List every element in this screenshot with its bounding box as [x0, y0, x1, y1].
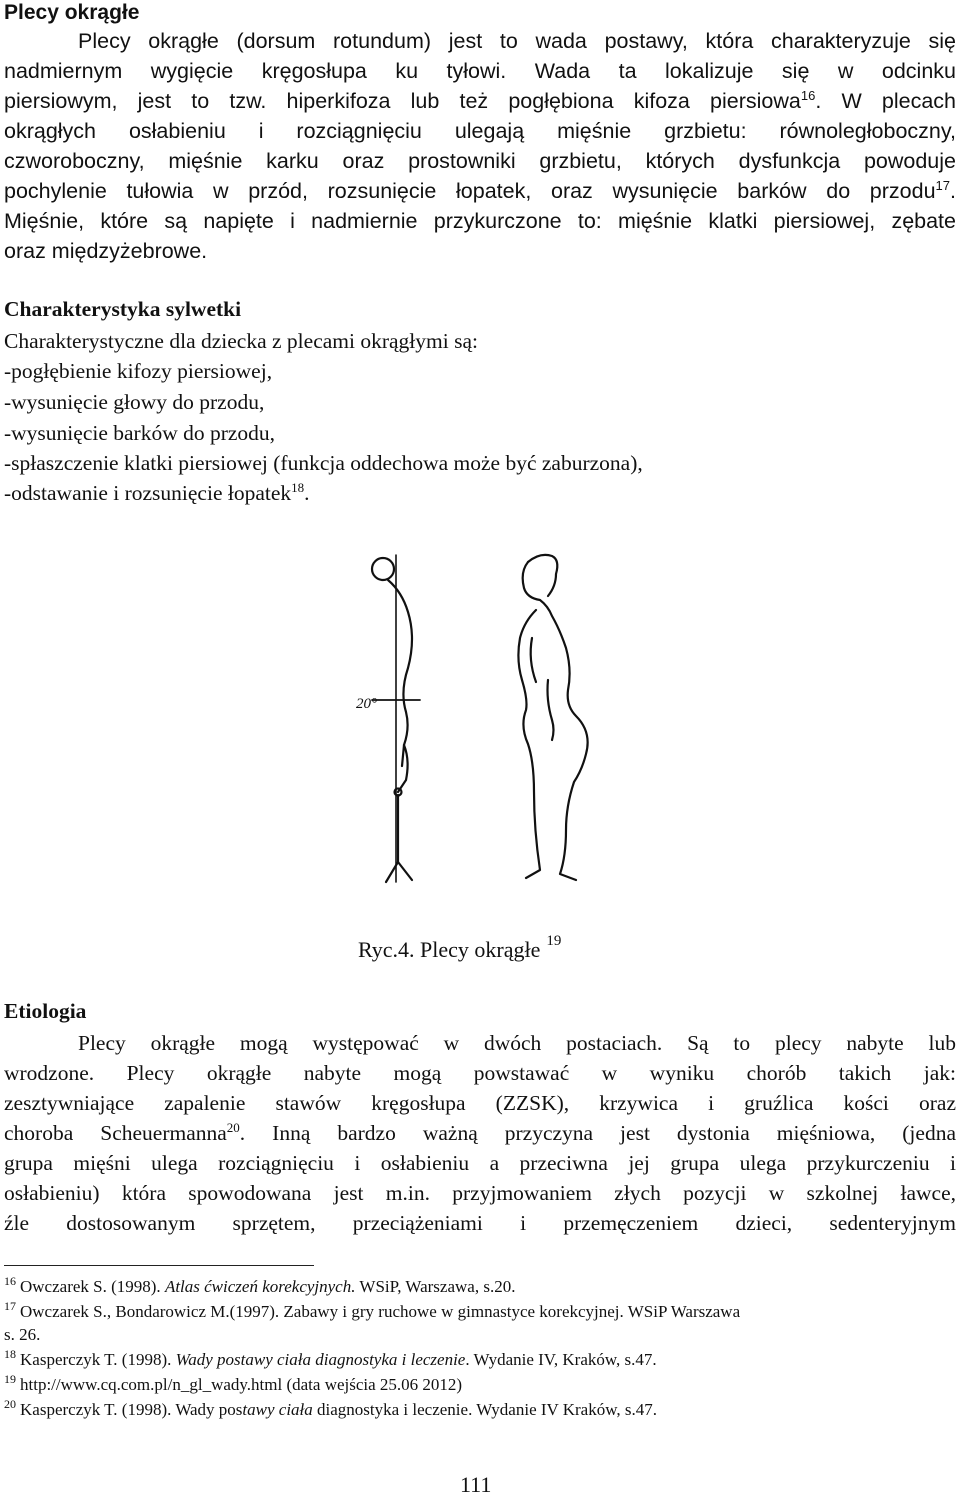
footnote-17: $^{17}$ Owczarek S., Bondarowicz M.(1997). Zabawy i gry ruchowe w gimnastyce korekcyjnej. WSiP Warszawa [4, 1299, 741, 1321]
list-item: -odstawanie i rozsunięcie łopatek$^{18}$. [4, 479, 310, 505]
footnote-ref: 17 [935, 177, 951, 193]
section-title-charakterystyka: Charakterystyka sylwetki [4, 297, 242, 321]
footnote-ref: 19 [546, 932, 562, 949]
paragraph-line: czworoboczny, mięśnie karku oraz prostowniki grzbietu, których dysfunkcja powoduje [4, 149, 956, 173]
list-item: -pogłębienie kifozy piersiowej, [4, 359, 273, 383]
paragraph-line: zesztywniające zapalenie stawów kręgosłupa (ZZSK), krzywica i gruźlica kości oraz [4, 1091, 956, 1115]
footnote-17-cont: s. 26. [4, 1325, 41, 1344]
paragraph-line: osłabieniu) która spowodowana jest m.in. przyjmowaniem złych pozycji w szkolnej ławce, [4, 1181, 956, 1205]
page-number: 111 [460, 1472, 492, 1497]
paragraph-line: wrodzone. Plecy okrągłe nabyte mogą powstawać w wyniku chorób takich jak: [4, 1061, 956, 1085]
paragraph-line: Charakterystyczne dla dziecka z plecami okrągłymi są: [4, 329, 478, 353]
posture-figure [0, 530, 960, 900]
paragraph-line: piersiowym, jest to tzw. hiperkifoza lub też pogłębiona kifoza piersiowa$^{16}$. W plecach [4, 87, 956, 113]
footnote-16: $^{16}$ Owczarek S. (1998). Atlas ćwiczeń korekcyjnych. WSiP, Warszawa, s.20. [4, 1274, 516, 1296]
paragraph-line: oraz międzyżebrowe. [4, 239, 208, 263]
footnote-separator [4, 1265, 314, 1266]
paragraph-line: grupa mięśni ulega rozciągnięciu i osłabieniu a przeciwna jej grupa ulega przykurczeniu i [4, 1151, 956, 1175]
paragraph-line: nadmiernym wygięcie kręgosłupa ku tyłowi. Wada ta lokalizuje się w odcinku [4, 59, 956, 83]
list-item: -wysunięcie głowy do przodu, [4, 390, 265, 414]
paragraph-line: pochylenie tułowia w przód, rozsunięcie łopatek, oraz wysunięcie barków do przodu$^{17}$. [4, 177, 956, 203]
section-title-etiologia: Etiologia [4, 999, 87, 1023]
paragraph-line: choroba Scheuermanna$^{20}$. Inną bardzo ważną przyczyna jest dystonia mięśniowa, (jedna [4, 1119, 956, 1145]
footnote-20: $^{20}$ Kasperczyk T. (1998). Wady postawy ciała diagnostyka i leczenie. Wydanie IV Kraków, s.47. [4, 1397, 658, 1419]
paragraph-line: Mięśnie, które są napięte i nadmiernie przykurczone to: mięśnie klatki piersiowej, zębate [4, 209, 956, 233]
paragraph-line: Plecy okrągłe (dorsum rotundum) jest to wada postawy, która charakteryzuje się [78, 29, 956, 53]
paragraph-line: źle dostosowanym sprzętem, przeciążeniami i przemęczeniem dzieci, sedenteryjnym [4, 1211, 956, 1235]
footnote-ref: 18 [291, 479, 305, 495]
paragraph-line: Plecy okrągłe mogą występować w dwóch postaciach. Są to plecy nabyte lub [78, 1031, 956, 1055]
footnote-ref: 16 [800, 87, 816, 103]
posture-stick-figure [372, 555, 420, 882]
figure-caption: Ryc.4. Plecy okrągłe $^{19}$ [358, 932, 562, 962]
posture-body-silhouette [518, 555, 587, 880]
footnote-ref: 20 [226, 1119, 240, 1135]
footnote-19: $^{19}$ http://www.cq.com.pl/n_gl_wady.html (data wejścia 25.06 2012) [4, 1372, 463, 1394]
section-title-plecy-okragle: Plecy okrągłe [4, 1, 140, 24]
list-item: -spłaszczenie klatki piersiowej (funkcja oddechowa może być zaburzona), [4, 451, 643, 475]
paragraph-line: okrągłych osłabieniu i rozciągnięciu ulegają mięśnie grzbietu: równoległoboczny, [4, 119, 956, 143]
list-item: -wysunięcie barków do przodu, [4, 421, 276, 445]
angle-label: 20° [356, 696, 377, 712]
footnote-18: $^{18}$ Kasperczyk T. (1998). Wady postawy ciała diagnostyka i leczenie. Wydanie IV, Kraków, s.47. [4, 1347, 657, 1369]
